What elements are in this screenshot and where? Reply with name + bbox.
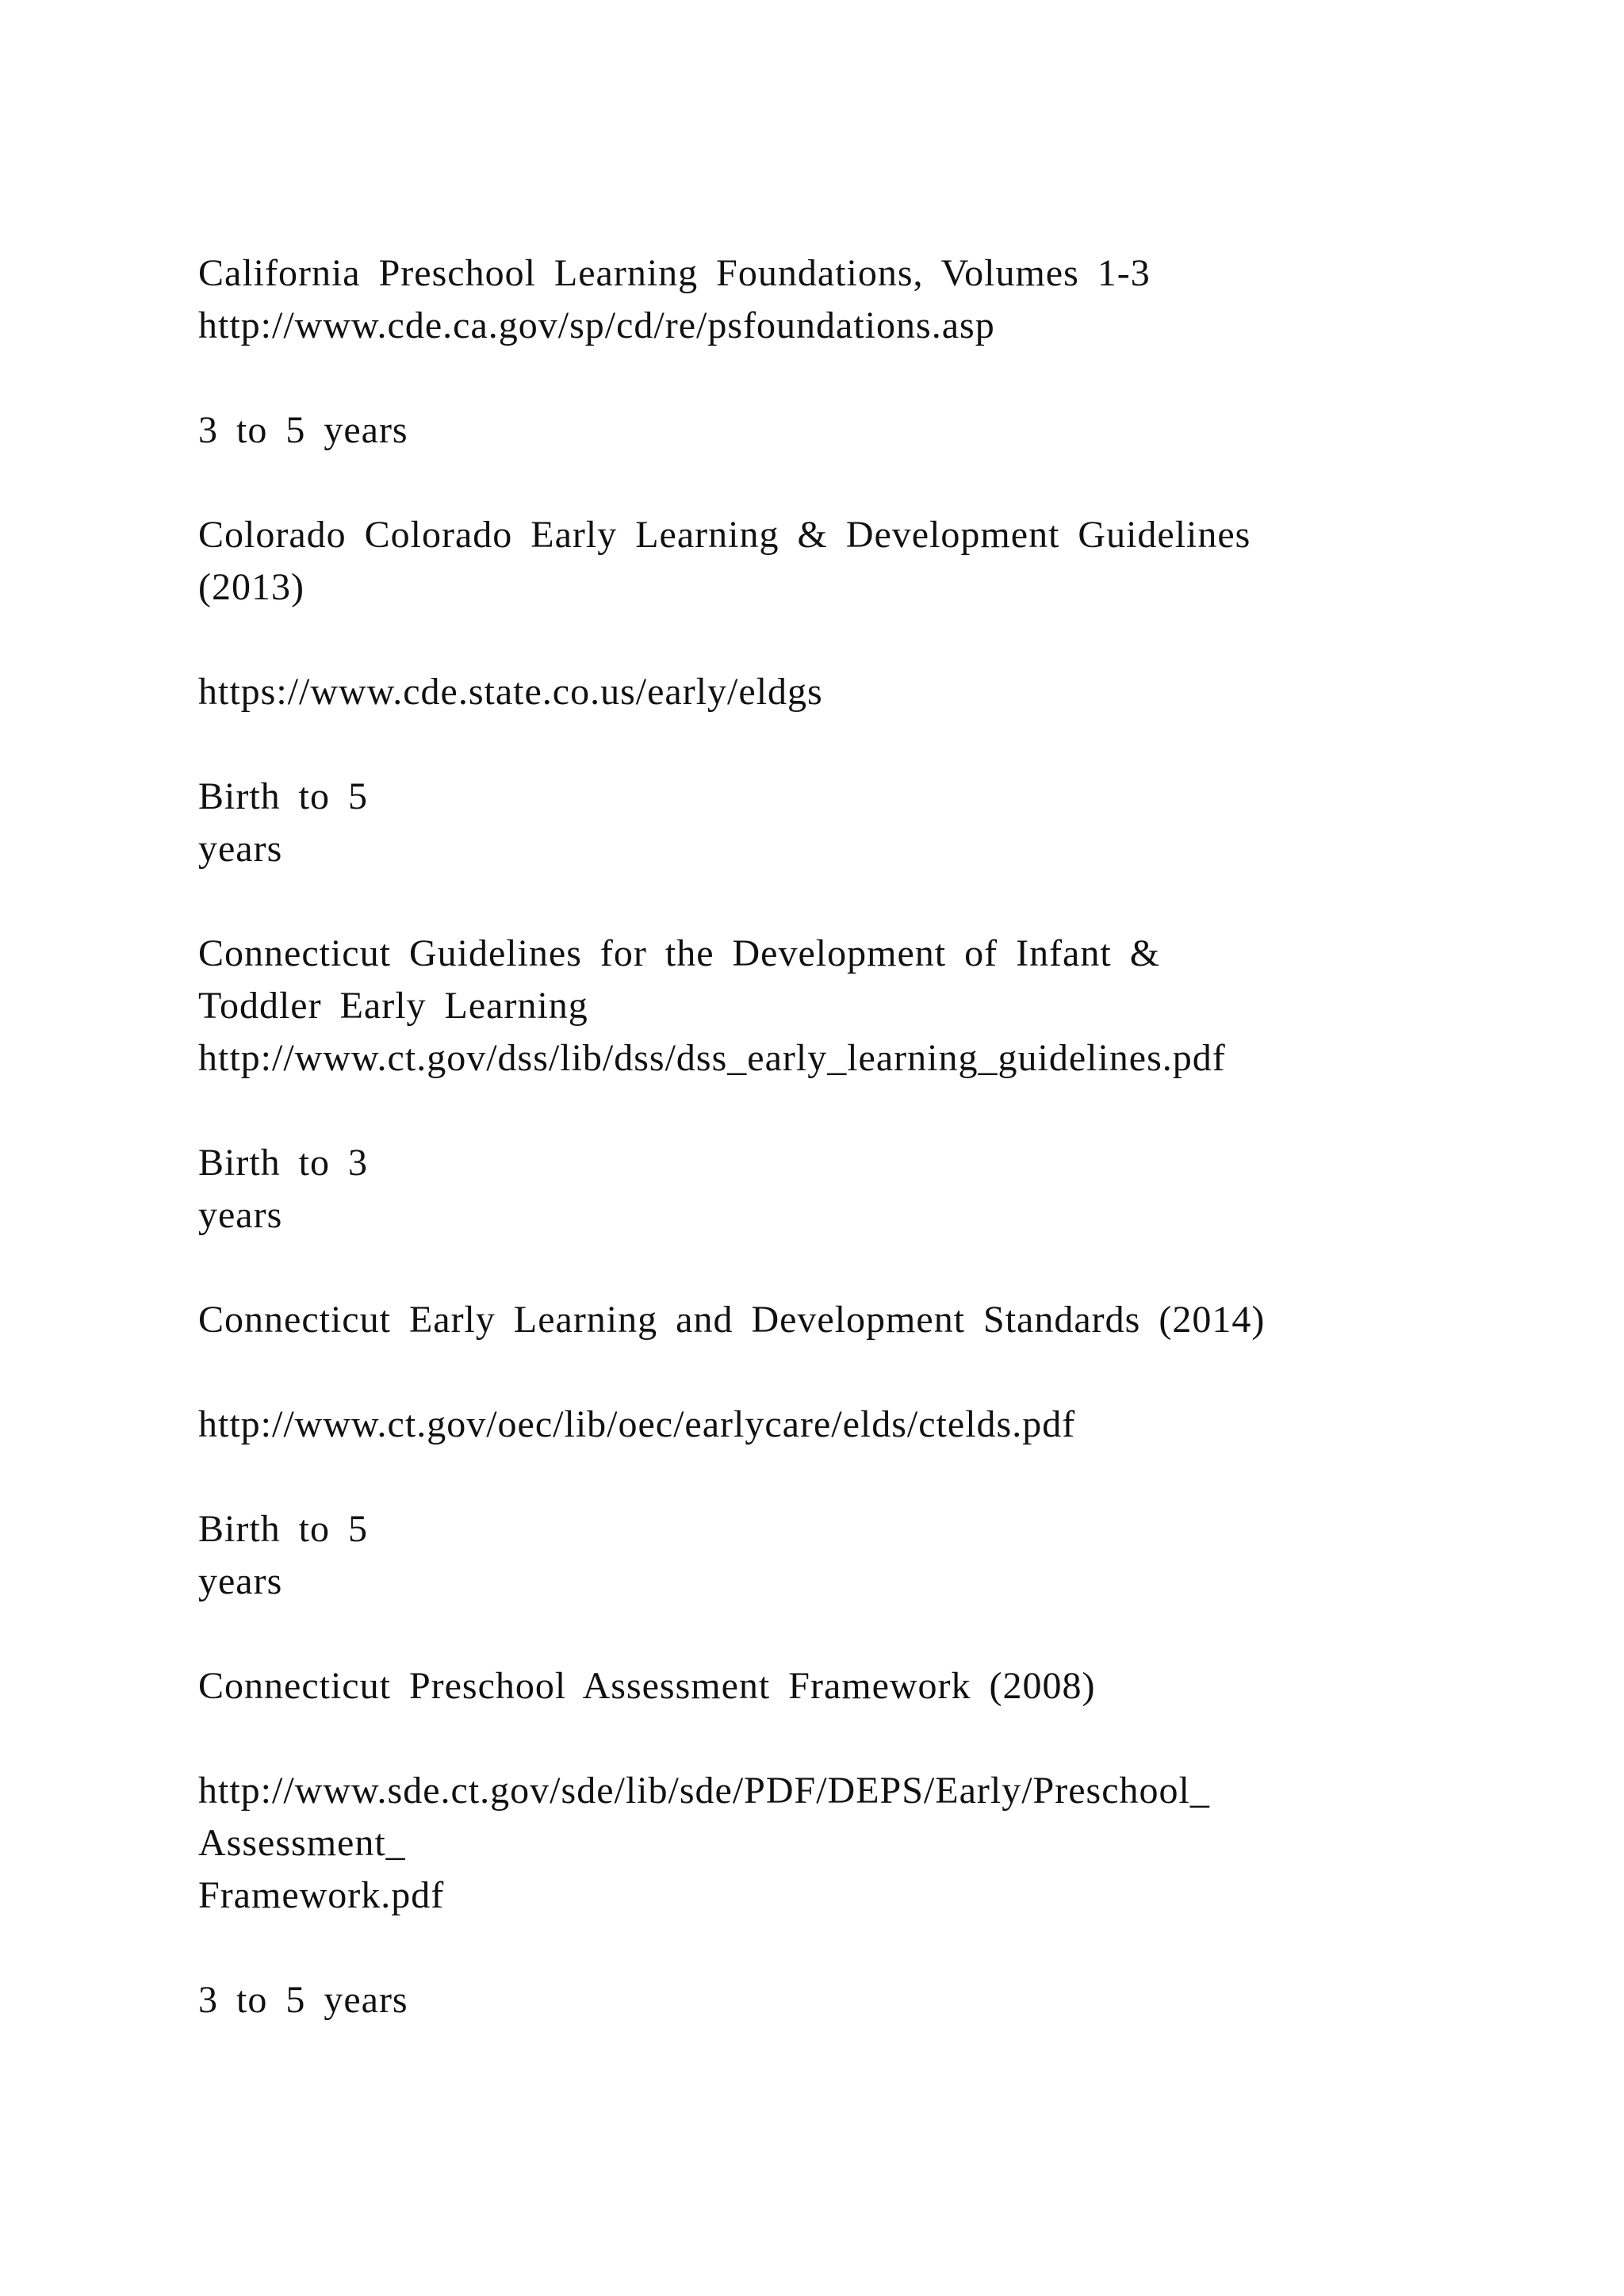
- ct-standards-url-line: http://www.ct.gov/oec/lib/oec/earlycare/elds/ctelds.pdf: [198, 1403, 1076, 1445]
- colorado-url-line: https://www.cde.state.co.us/early/eldgs: [198, 671, 823, 713]
- ct-standards-title-line: Connecticut Early Learning and Development Standards (2014): [198, 1299, 1266, 1341]
- ct-standards-age-range: Birth to 5: [198, 1508, 369, 1550]
- ct-guidelines-title-line-2: Toddler Early Learning: [198, 985, 588, 1027]
- ct-framework-title-line: Connecticut Preschool Assessment Framework (2008): [198, 1665, 1096, 1707]
- colorado-age-range: Birth to 5: [198, 775, 369, 817]
- ct-framework-url-line: http://www.sde.ct.gov/sde/lib/sde/PDF/DEPS/Early/Preschool_: [198, 1770, 1210, 1812]
- colorado-year-line: (2013): [198, 566, 304, 608]
- ct-framework-url-line-3: Framework.pdf: [198, 1874, 445, 1916]
- ct-guidelines-url-line: http://www.ct.gov/dss/lib/dss/dss_early_learning_guidelines.pdf: [198, 1037, 1226, 1079]
- ct-guidelines-age-range: Birth to 3: [198, 1142, 369, 1184]
- ct-framework-age-range: 3 to 5 years: [198, 1979, 408, 2021]
- ct-framework-url-line-2: Assessment_: [198, 1822, 406, 1864]
- colorado-age-range-unit: years: [198, 828, 283, 870]
- ct-guidelines-title-line: Connecticut Guidelines for the Development of Infant &: [198, 932, 1161, 974]
- california-title-line: California Preschool Learning Foundations, Volumes 1-3: [198, 252, 1151, 294]
- ct-guidelines-age-range-unit: years: [198, 1194, 283, 1236]
- colorado-title-line: Colorado Colorado Early Learning & Development Guidelines: [198, 514, 1251, 556]
- california-age-range: 3 to 5 years: [198, 409, 408, 451]
- california-url-line: http://www.cde.ca.gov/sp/cd/re/psfoundations.asp: [198, 304, 995, 346]
- ct-standards-age-range-unit: years: [198, 1560, 283, 1602]
